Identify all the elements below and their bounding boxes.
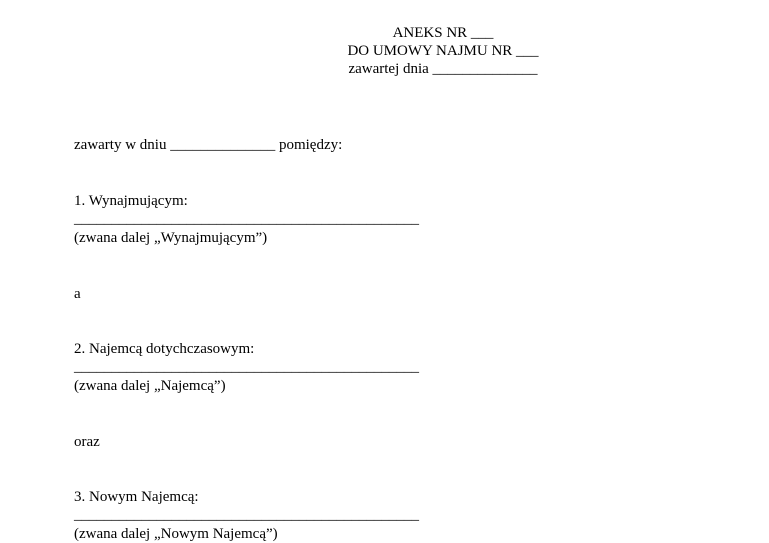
party3-label: 3. Nowym Najemcą: <box>74 489 199 505</box>
party3-alias: (zwana dalej „Nowym Najemcą”) <box>74 526 278 542</box>
party2-label: 2. Najemcą dotychczasowym: <box>74 341 255 357</box>
party2-alias: (zwana dalej „Najemcą”) <box>74 378 226 394</box>
connector-oraz: oraz <box>74 434 100 450</box>
party1-alias: (zwana dalej „Wynajmującym”) <box>74 230 268 246</box>
document-header <box>0 24 769 78</box>
party1-blank: ______________________________________________ <box>74 211 419 227</box>
lease-agreement-number-title: DO UMOWY NAJMU NR ___ <box>347 43 539 59</box>
connector-a: a <box>74 286 81 302</box>
intro-date-line: zawarty w dniu ______________ pomiędzy: <box>74 137 343 153</box>
annex-number-title: ANEKS NR ___ <box>392 25 494 41</box>
party1-label: 1. Wynajmującym: <box>74 193 188 209</box>
agreement-date-line: zawartej dnia ______________ <box>348 61 538 77</box>
party2-blank: ______________________________________________ <box>74 359 419 375</box>
party3-blank: ______________________________________________ <box>74 507 419 523</box>
